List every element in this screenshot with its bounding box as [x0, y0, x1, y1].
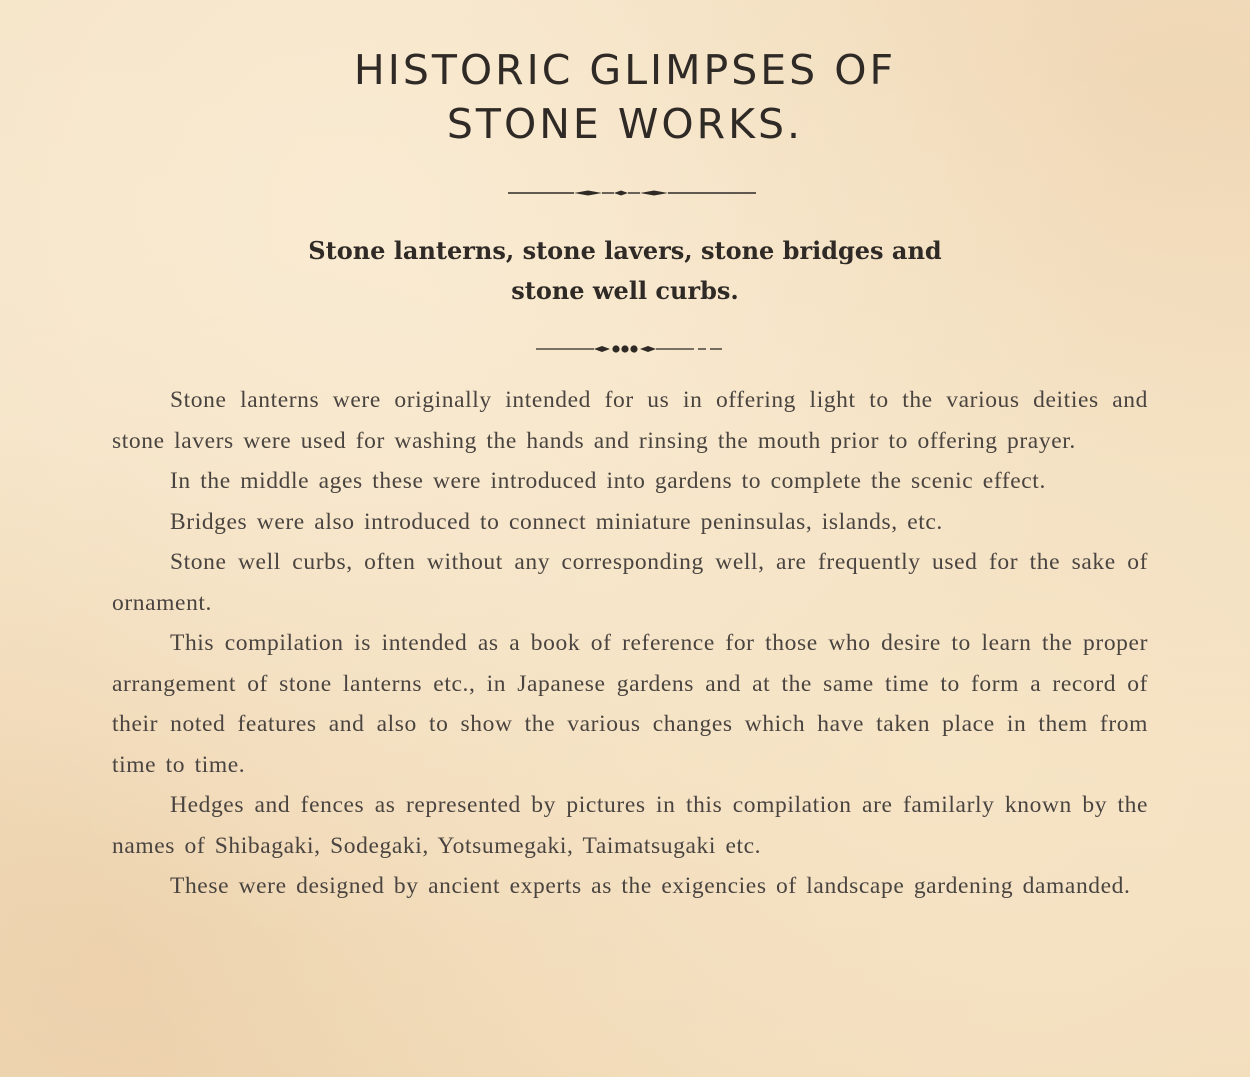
- paragraph-ancient-experts: These were designed by ancient experts as the exigencies of landscape gardening damanded.: [170, 873, 1131, 899]
- paragraph-middle-ages: In the middle ages these were introduced into gardens to complete the scenic effect.: [170, 468, 1046, 494]
- page-title-line-2: STONE WORKS.: [446, 100, 804, 148]
- body-text: [112, 380, 1148, 907]
- subtitle-divider-ornament: [536, 342, 726, 356]
- paragraph-well-curbs: Stone well curbs, often without any corresponding well, are frequently used for the sake of ornament.: [112, 549, 1148, 616]
- subtitle-line-1: Stone lanterns, stone lavers, stone bridges and: [308, 236, 942, 265]
- paragraph-stone-lanterns: Stone lanterns were originally intended for us in offering light to the various deities and stone lavers were used for washing the hands and rinsing the mouth prior to offering prayer.: [112, 387, 1148, 454]
- paragraph-compilation: This compilation is intended as a book of reference for those who desire to learn the proper arrangement of stone lanterns etc., in Japanese gardens and at the same time to form a record of their noted features and also to show the various changes which have taken place in them from time to time.: [112, 630, 1148, 778]
- paragraph-bridges: Bridges were also introduced to connect miniature peninsulas, islands, etc.: [170, 508, 943, 535]
- subtitle-line-2: stone well curbs.: [511, 276, 739, 305]
- title-divider-ornament: [508, 186, 758, 200]
- paragraph-hedges: Hedges and fences as represented by pictures in this compilation are familarly known by the names of Shibagaki, Sodegaki, Yotsumegaki, Taimatsugaki etc.: [112, 792, 1148, 859]
- page-title-line-1: HISTORIC GLIMPSES OF: [353, 46, 897, 94]
